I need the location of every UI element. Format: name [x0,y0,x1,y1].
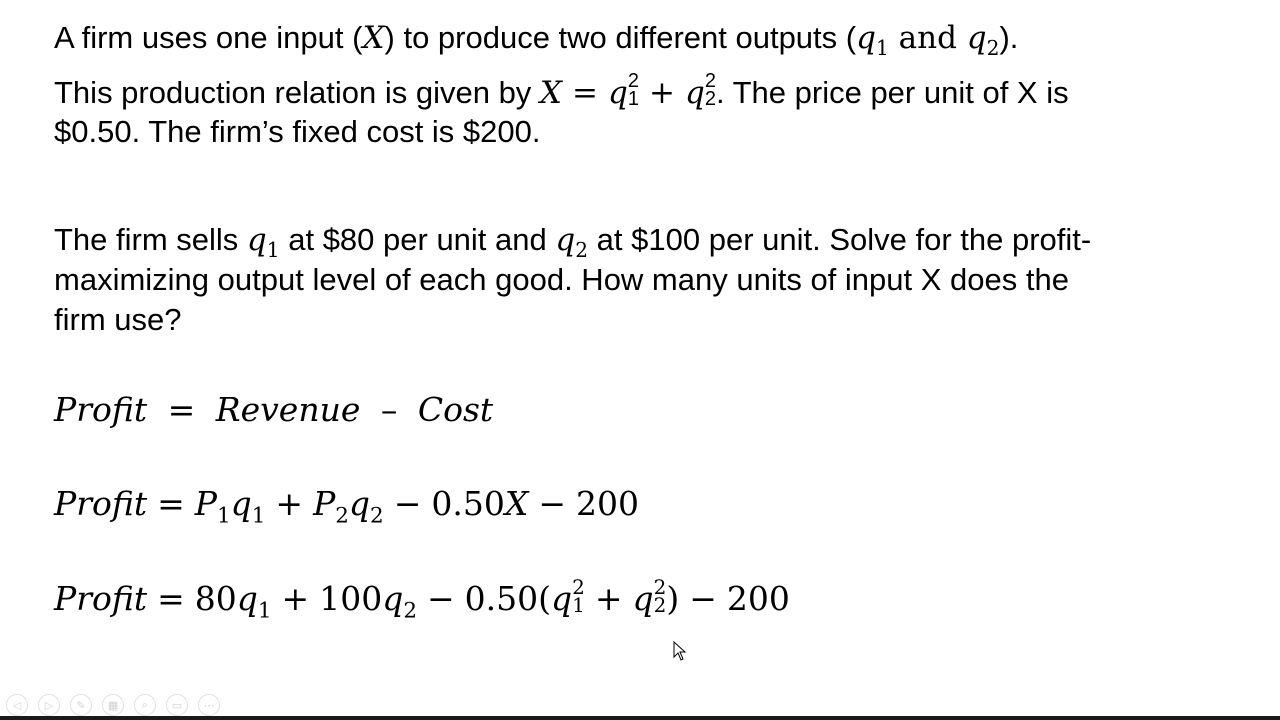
math-op: = [157,579,185,618]
subscript: 1 [875,36,889,61]
math-op: – [380,390,398,429]
problem-line-3: $0.50. The firm’s fixed cost is $200. [54,114,541,149]
math-var: Revenue [215,390,361,429]
sub-sup [705,72,716,108]
math-op: = [572,75,598,111]
subscript: 1 [627,88,639,110]
more-icon[interactable]: ⋯ [198,694,220,716]
math-var: q [684,75,705,111]
screen-bottom-border [0,716,1280,720]
subscript: 2 [653,593,667,617]
problem-line-1 [54,18,1019,61]
equation-profit-substituted [54,575,790,624]
text-segment: ) to produce two different outputs ( [384,20,857,55]
subscript: 1 [266,238,280,263]
math-op: + [275,484,304,523]
math-number: 200 [726,579,790,618]
math-var: X [362,20,385,56]
problem-line-4 [54,220,1092,263]
math-var: Profit [54,579,148,618]
subscript: 2 [986,36,1000,61]
math-op: − [538,484,566,523]
math-op: = [167,390,196,429]
math-op: + [594,579,623,618]
math-var: q [856,20,876,56]
text-segment: and [888,20,967,56]
sub-sup [572,575,585,617]
math-number: 0.50 [431,484,505,523]
subscript: 1 [217,503,231,529]
text-segment: A firm uses one input ( [54,20,363,55]
text-segment: This production relation is given by [54,75,540,110]
subscript: 2 [335,503,349,529]
pen-icon[interactable]: ✎ [70,694,92,716]
subtitles-icon[interactable]: ▭ [166,694,188,716]
sub-sup [628,72,639,108]
subscript: 2 [403,598,417,624]
math-var: X [539,75,562,111]
superscript: 2 [627,70,639,92]
math-var: X [504,484,529,523]
subscript: 1 [257,598,272,624]
zoom-icon[interactable]: ⌕ [134,694,156,716]
sub-sup [653,575,667,617]
math-var: q [246,222,267,258]
next-icon[interactable]: ▷ [38,694,60,716]
subscript: 1 [251,503,266,529]
prev-icon[interactable]: ◁ [6,694,28,716]
math-op: − [426,579,455,618]
math-var: q [550,579,573,618]
math-var: q [632,579,654,618]
math-var: q [607,75,628,111]
math-number: 200 [575,484,639,523]
math-op: + [648,75,675,111]
math-var: q [230,484,252,523]
math-op: + [281,579,310,618]
math-var: q [966,20,987,56]
math-var: q [382,579,404,618]
math-var: P [313,484,336,523]
math-op: − [393,484,422,523]
math-op: − [689,579,717,618]
text-segment: at $80 per unit and [279,222,556,257]
problem-line-5: maximizing output level of each good. How many units of input X does the [54,262,1069,297]
math-var: q [236,579,258,618]
math-number: 0.50( [464,579,551,618]
mouse-pointer-icon [673,641,687,661]
math-var: q [348,484,371,523]
math-var: Profit [54,390,148,429]
text-segment: at $100 per unit. Solve for the profit- [588,222,1092,257]
math-var: P [194,484,217,523]
text-segment: The firm sells [54,222,247,257]
subscript: 2 [704,88,716,110]
superscript: 2 [704,70,716,92]
text-segment: ). [999,20,1019,55]
text-segment: . The price per unit of X is [715,75,1069,110]
math-paren: ) [666,579,680,618]
math-var: Cost [417,390,494,429]
math-var: q [555,222,576,258]
subscript: 2 [370,503,384,529]
equation-profit-definition [54,390,493,429]
slides-icon[interactable]: ▦ [102,694,124,716]
superscript: 2 [572,575,585,599]
equation-profit-general [54,484,639,529]
superscript: 2 [653,575,667,599]
problem-line-2 [54,72,1069,113]
slideshow-toolbar [6,694,220,716]
math-number: 100 [319,579,383,618]
math-var: Profit [54,484,148,523]
subscript: 2 [575,238,589,263]
math-number: 80 [194,579,237,618]
problem-line-6: firm use? [54,302,182,337]
math-op: = [157,484,185,523]
subscript: 1 [572,593,585,617]
